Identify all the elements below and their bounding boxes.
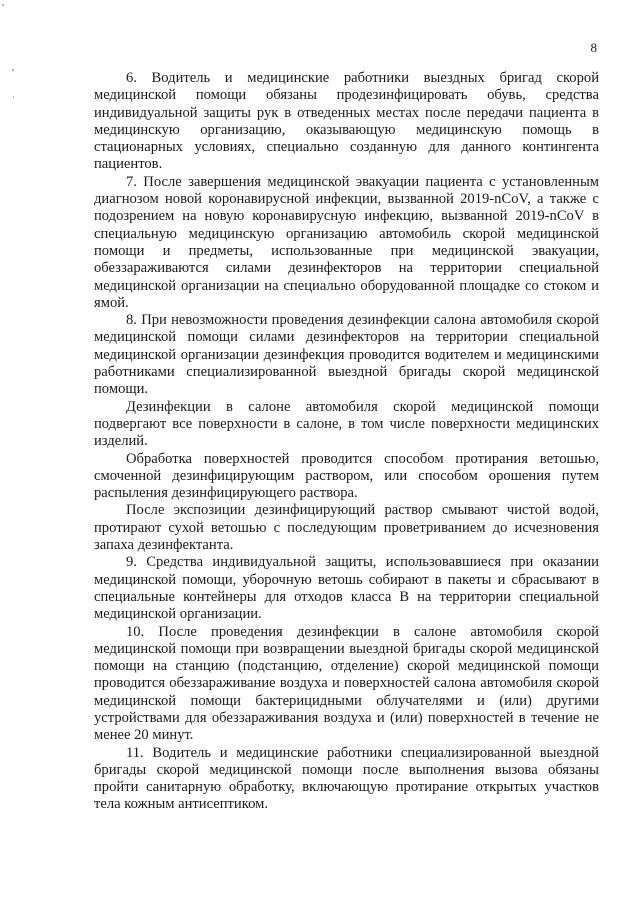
scan-speck — [12, 69, 14, 71]
paragraph-8-disinfection-scope: Дезинфекции в салоне автомобиля скорой медицинской помощи подвергают все поверхности в салоне, в том числе поверхности медицинских изделий. — [94, 398, 599, 450]
scan-speck — [13, 96, 14, 98]
paragraph-8: 8. При невозможности проведения дезинфекции салона автомобиля скорой медицинской помощи силами дезинфекторов на территории специальной медицинской организации дезинфекция проводится водителем и медицинскими работниками специализированной выездной бригады скорой медицинской помощи. — [94, 312, 599, 398]
paragraph-8-surface-treatment: Обработка поверхностей проводится способом протирания ветошью, смоченной дезинфицирующим раствором, или способом орошения путем распыления дезинфицирующего раствора. — [94, 450, 599, 502]
paragraph-9: 9. Средства индивидуальной защиты, использовавшиеся при оказании медицинской помощи, уборочную ветошь собирают в пакеты и сбрасывают в специальные контейнеры для отходов класса В на территории специальной медицинской организации. — [94, 554, 599, 623]
paragraph-10: 10. После проведения дезинфекции в салоне автомобиля скорой медицинской помощи при возвращении выездной бригады скорой медицинской помощи на станцию (подстанцию, отделение) скорой медицинской помощи проводится обеззараживание воздуха и поверхностей салона автомобиля скорой медицинской помощи бактерицидными облучателями и (или) другими устройствами для обеззараживания воздуха и (или) поверхностей в течение не менее 20 минут. — [94, 623, 599, 744]
scan-speck — [2, 4, 4, 6]
paragraph-7: 7. После завершения медицинской эвакуации пациента с установленным диагнозом новой коронавирусной инфекции, вызванной 2019-nCoV, а также с подозрением на новую коронавирусную инфекцию, вызванной 2019-nCoV в специальную медицинскую организацию автомобиль скорой медицинской помощи и предметы, использованные при медицинской эвакуации, обеззараживаются силами дезинфекторов на территории специальной медицинской организации на специально оборудованной площадке со стоком и ямой. — [94, 173, 599, 311]
document-body — [94, 70, 599, 814]
page-number: 8 — [590, 40, 597, 55]
paragraph-6: 6. Водитель и медицинские работники выездных бригад скорой медицинской помощи обязаны продезинфицировать обувь, средства индивидуальной защиты рук в отведенных местах после передачи пациента в медицинскую организацию, оказывающую медицинскую помощь в стационарных условиях, специально созданную для данного контингента пациентов. — [94, 70, 599, 173]
paragraph-11: 11. Водитель и медицинские работники специализированной выездной бригады скорой медицинской помощи после выполнения вызова обязаны пройти санитарную обработку, включающую протирание открытых участков тела кожным антисептиком. — [94, 744, 599, 813]
paragraph-8-after-exposure: После экспозиции дезинфицирующий раствор смывают чистой водой, протирают сухой ветошью с последующим проветриванием до исчезновения запаха дезинфектанта. — [94, 502, 599, 554]
